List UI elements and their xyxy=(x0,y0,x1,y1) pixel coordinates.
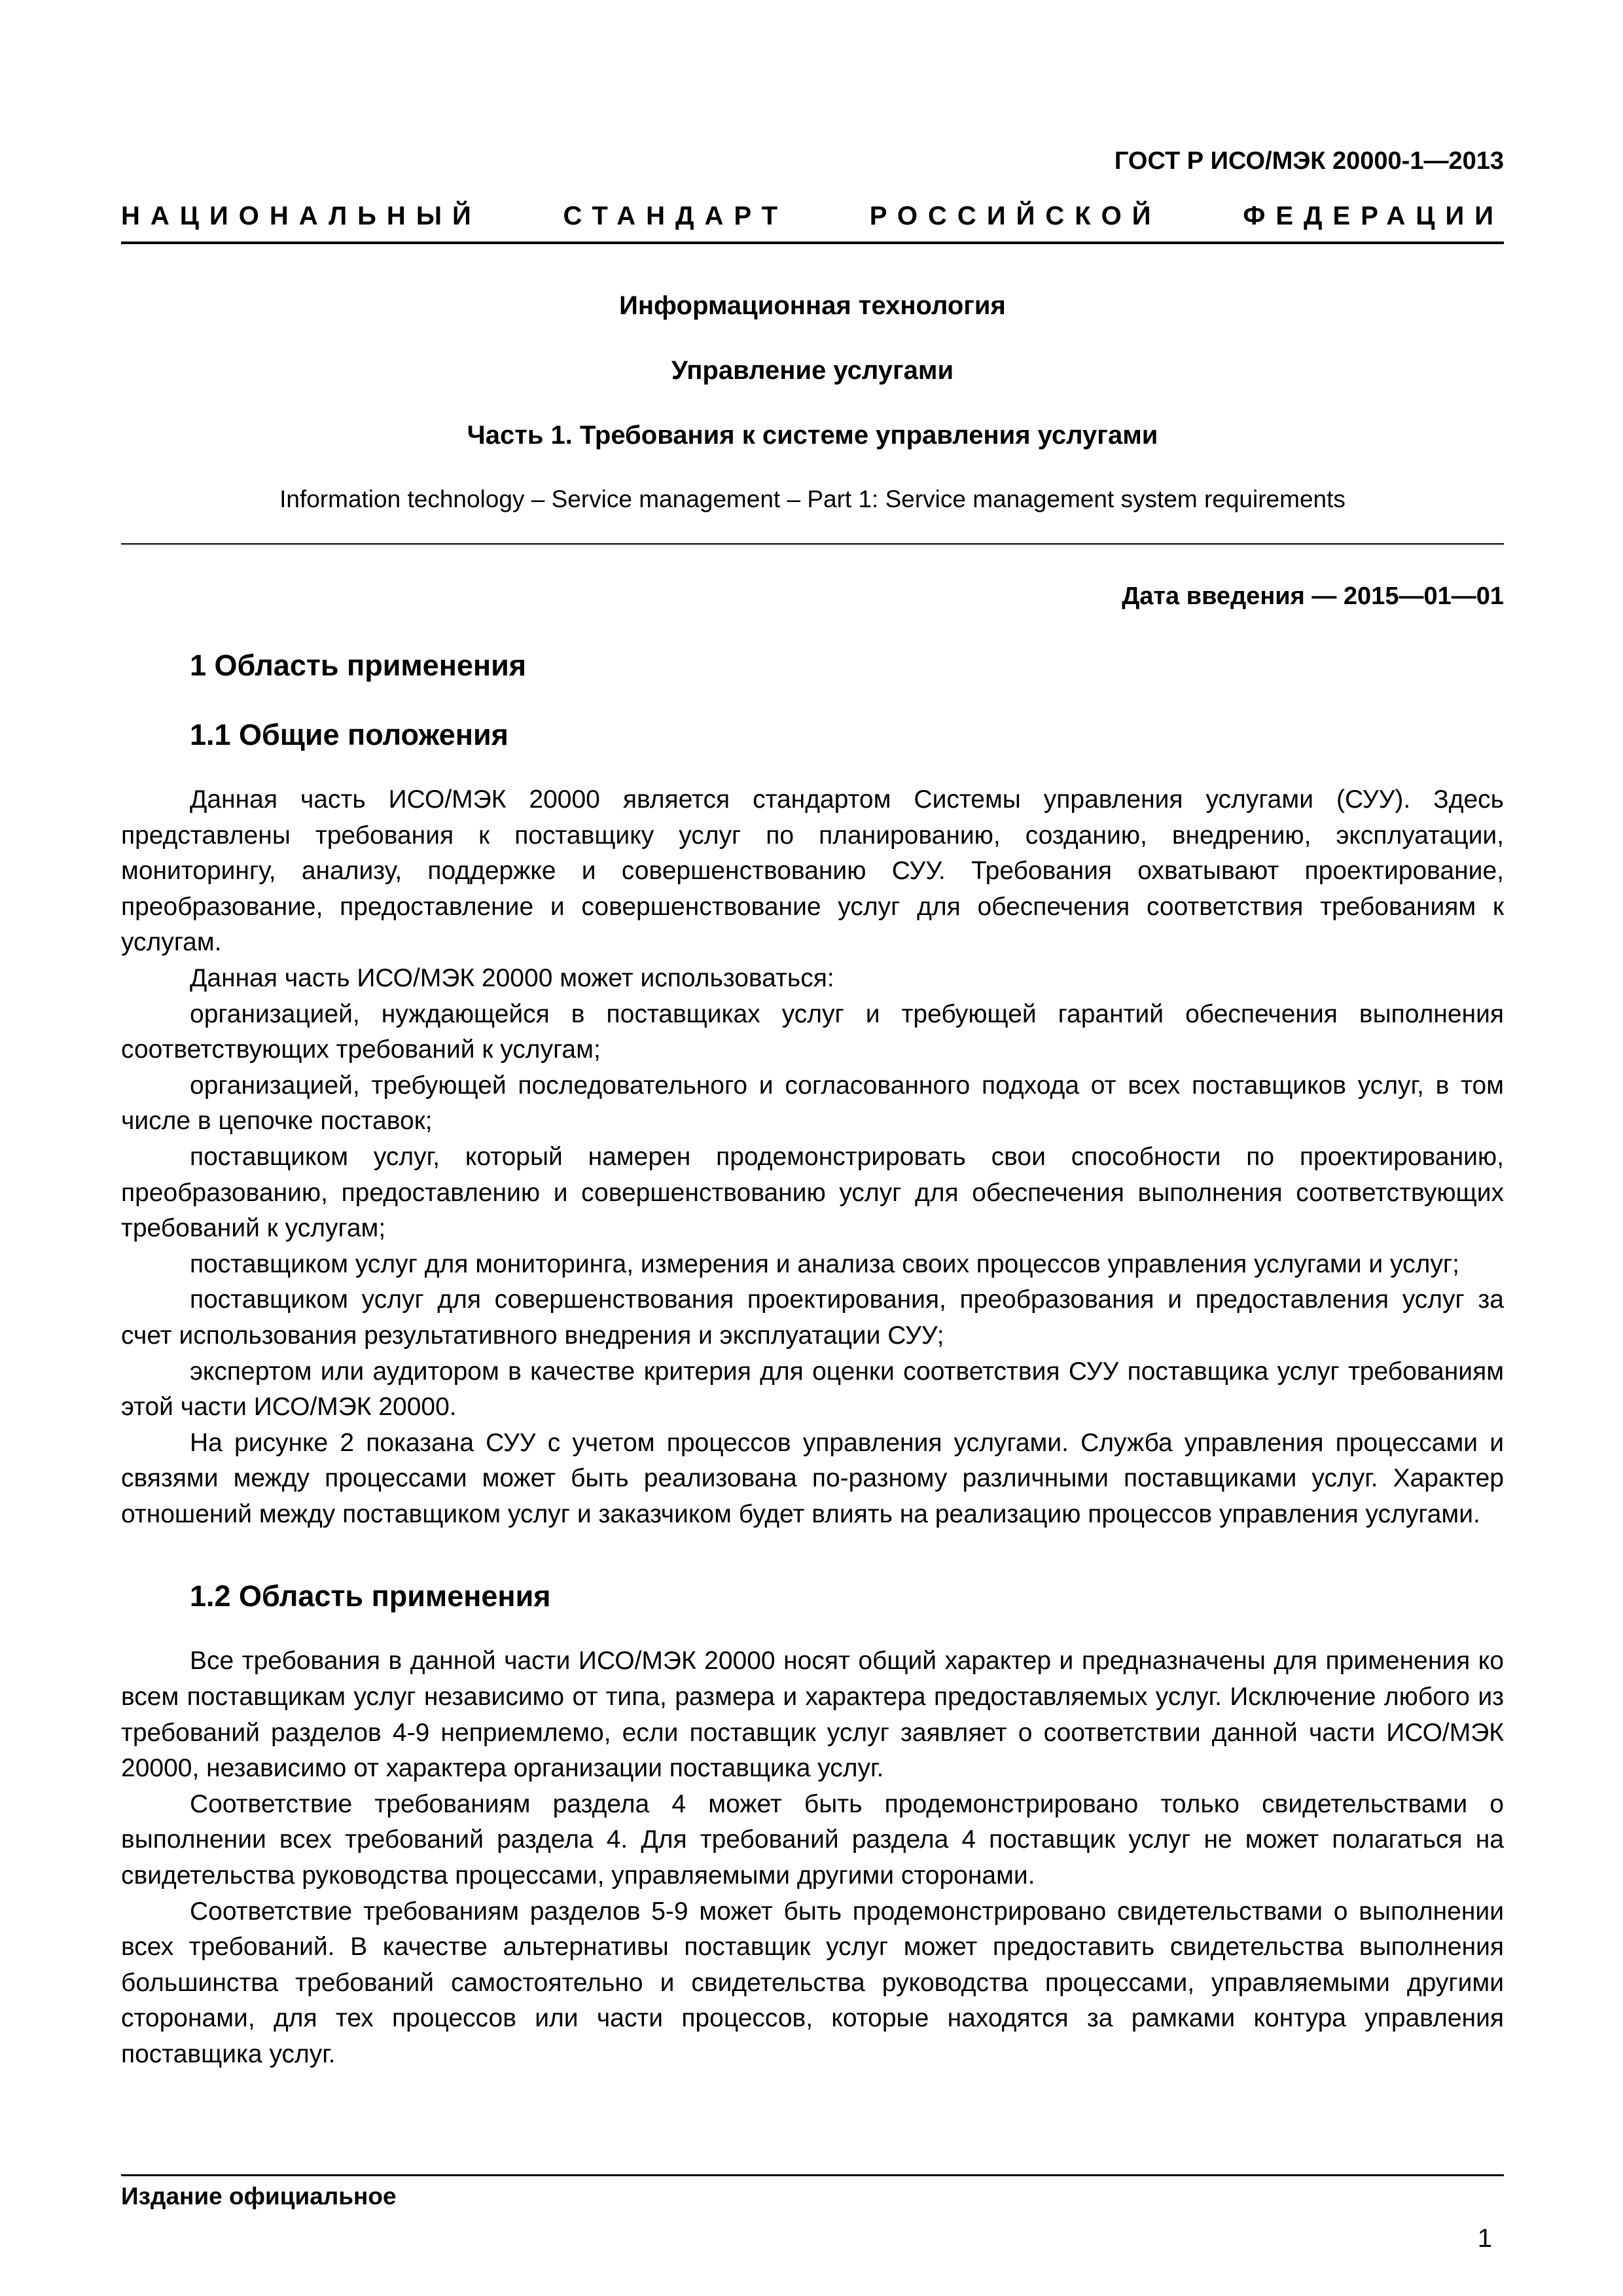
edition-note: Издание официальное xyxy=(121,2183,397,2210)
doc-code: ГОСТ Р ИСО/МЭК 20000-1—2013 xyxy=(1114,147,1504,175)
section-1-1-heading: 1.1 Общие положения xyxy=(190,718,508,751)
paragraph: Соответствие требованиям раздела 4 может быть продемонстрировано только свидетельствами о выполнении всех требований раздела 4. Для требований раздела 4 поставщик услуг не может полагаться на свидетельства руководства процессами, управляемыми другими сторонами. xyxy=(121,1789,1504,1890)
paragraph: Данная часть ИСО/МЭК 20000 может использоваться: xyxy=(190,963,834,992)
paragraph: На рисунке 2 показана СУУ с учетом процессов управления услугами. Служба управления процессами и связями между процессами может быть реализована по-разному различными поставщиками услуг. Характер отношений между поставщиком услуг и заказчиком будет влиять на реализацию процессов управления услугами. xyxy=(121,1428,1504,1528)
title-english: Information technology – Service management – Part 1: Service management system requirements xyxy=(279,486,1346,512)
paragraph: организацией, требующей последовательного и согласованного подхода от всех поставщиков услуг, в том числе в цепочке поставок; xyxy=(121,1071,1504,1136)
section-1-2-heading: 1.2 Область применения xyxy=(190,1579,551,1613)
paragraph: экспертом или аудитором в качестве критерия для оценки соответствия СУУ поставщика услуг требованиям этой части ИСО/МЭК 20000. xyxy=(121,1357,1504,1422)
header-rule xyxy=(121,543,1504,545)
section-1-heading: 1 Область применения xyxy=(190,649,527,682)
page-number: 1 xyxy=(1477,2224,1492,2253)
effective-date: Дата введения — 2015—01—01 xyxy=(1122,583,1504,610)
title-topic: Управление услугами xyxy=(671,356,954,385)
paragraph: организацией, нуждающейся в поставщиках услуг и требующей гарантий обеспечения выполнения соответствующих требований к услугам; xyxy=(121,999,1504,1064)
title-subject: Информационная технология xyxy=(619,291,1006,320)
title-part: Часть 1. Требования к системе управления услугами xyxy=(467,421,1158,450)
paragraph: Данная часть ИСО/МЭК 20000 является стандартом Системы управления услугами (СУУ). Здесь представлены требования к поставщику услуг по планированию, созданию, внедрению, эксплуатации, мониторингу, анализу, поддержке и совершенствованию СУУ. Требования охватывают проектирование, преобразование, предоставление и совершенствование услуг для обеспечения соответствия требованиям к услугам. xyxy=(121,785,1504,957)
standard-banner: НАЦИОНАЛЬНЫЙ СТАНДАРТ РОССИЙСКОЙ ФЕДЕРАЦИИ xyxy=(121,202,1504,244)
paragraph: поставщиком услуг, который намерен продемонстрировать свои способности по проектированию, преобразованию, предоставлению и совершенствованию услуг для обеспечения выполнения соответствующих требований к услугам; xyxy=(121,1142,1504,1243)
paragraph: Все требования в данной части ИСО/МЭК 20000 носят общий характер и предназначены для применения ко всем поставщикам услуг независимо от типа, размера и характера предоставляемых услуг. Исключение любого из требований разделов 4-9 неприемлемо, если поставщик услуг заявляет о соответствии данной части ИСО/МЭК 20000, независимо от характера организации поставщика услуг. xyxy=(121,1647,1504,1783)
paragraph: Соответствие требованиям разделов 5-9 может быть продемонстрировано свидетельствами о выполнении всех требований. В качестве альтернативы поставщик услуг может предоставить свидетельства выполнения большинства требований самостоятельно и свидетельства руководства процессами, управляемыми другими сторонами, для тех процессов или части процессов, которые находятся за рамками контура управления поставщика услуг. xyxy=(121,1897,1504,2068)
paragraph: поставщиком услуг для мониторинга, измерения и анализа своих процессов управления услугами и услуг; xyxy=(190,1249,1459,1278)
paragraph: поставщиком услуг для совершенствования проектирования, преобразования и предоставления услуг за счет использования результативного внедрения и эксплуатации СУУ; xyxy=(121,1285,1504,1350)
footer xyxy=(121,2174,1504,2210)
